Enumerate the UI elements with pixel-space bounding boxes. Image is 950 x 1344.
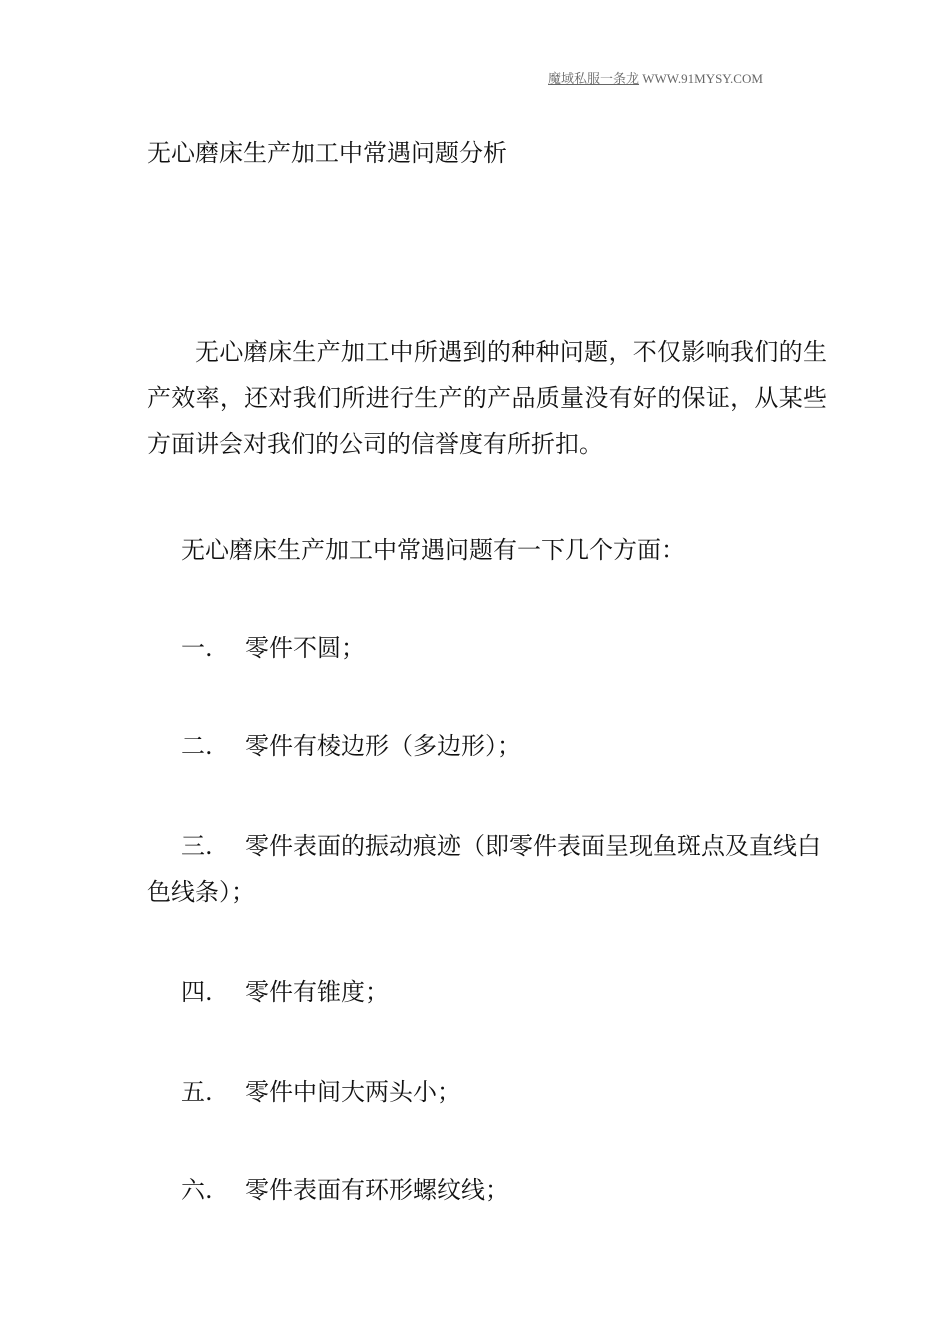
list-item-text: 零件中间大两头小； xyxy=(245,1078,461,1106)
site-link[interactable]: 魔域私服一条龙 xyxy=(548,71,640,86)
list-item xyxy=(147,1069,827,1115)
list-item-number: 三. xyxy=(181,832,213,860)
list-item xyxy=(147,625,827,671)
document-title: 无心磨床生产加工中常遇问题分析 xyxy=(147,139,507,167)
list-item xyxy=(147,823,827,915)
list-item xyxy=(147,723,827,769)
list-item-number: 一. xyxy=(181,634,213,662)
list-item xyxy=(147,1167,827,1213)
list-item-text: 零件表面的振动痕迹（即零件表面呈现鱼斑点及直线白色线条）； xyxy=(147,832,821,906)
page-header xyxy=(548,68,763,87)
list-item-number: 五. xyxy=(181,1078,213,1106)
list-item-number: 二. xyxy=(181,732,213,760)
list-item-text: 零件不圆； xyxy=(245,634,365,662)
list-item-number: 四. xyxy=(181,978,213,1006)
list-item-number: 六. xyxy=(181,1176,213,1204)
lead-paragraph: 无心磨床生产加工中常遇问题有一下几个方面： xyxy=(181,536,685,564)
list-item xyxy=(147,969,827,1015)
list-item-text: 零件表面有环形螺纹线； xyxy=(245,1176,509,1204)
list-item-text: 零件有锥度； xyxy=(245,978,389,1006)
site-url: WWW.91MYSY.COM xyxy=(642,71,763,86)
list-item-text: 零件有棱边形（多边形）； xyxy=(245,732,521,760)
intro-paragraph: 无心磨床生产加工中所遇到的种种问题，不仅影响我们的生产效率，还对我们所进行生产的产品质量没有好的保证，从某些方面讲会对我们的公司的信誉度有所折扣。 xyxy=(147,338,827,458)
